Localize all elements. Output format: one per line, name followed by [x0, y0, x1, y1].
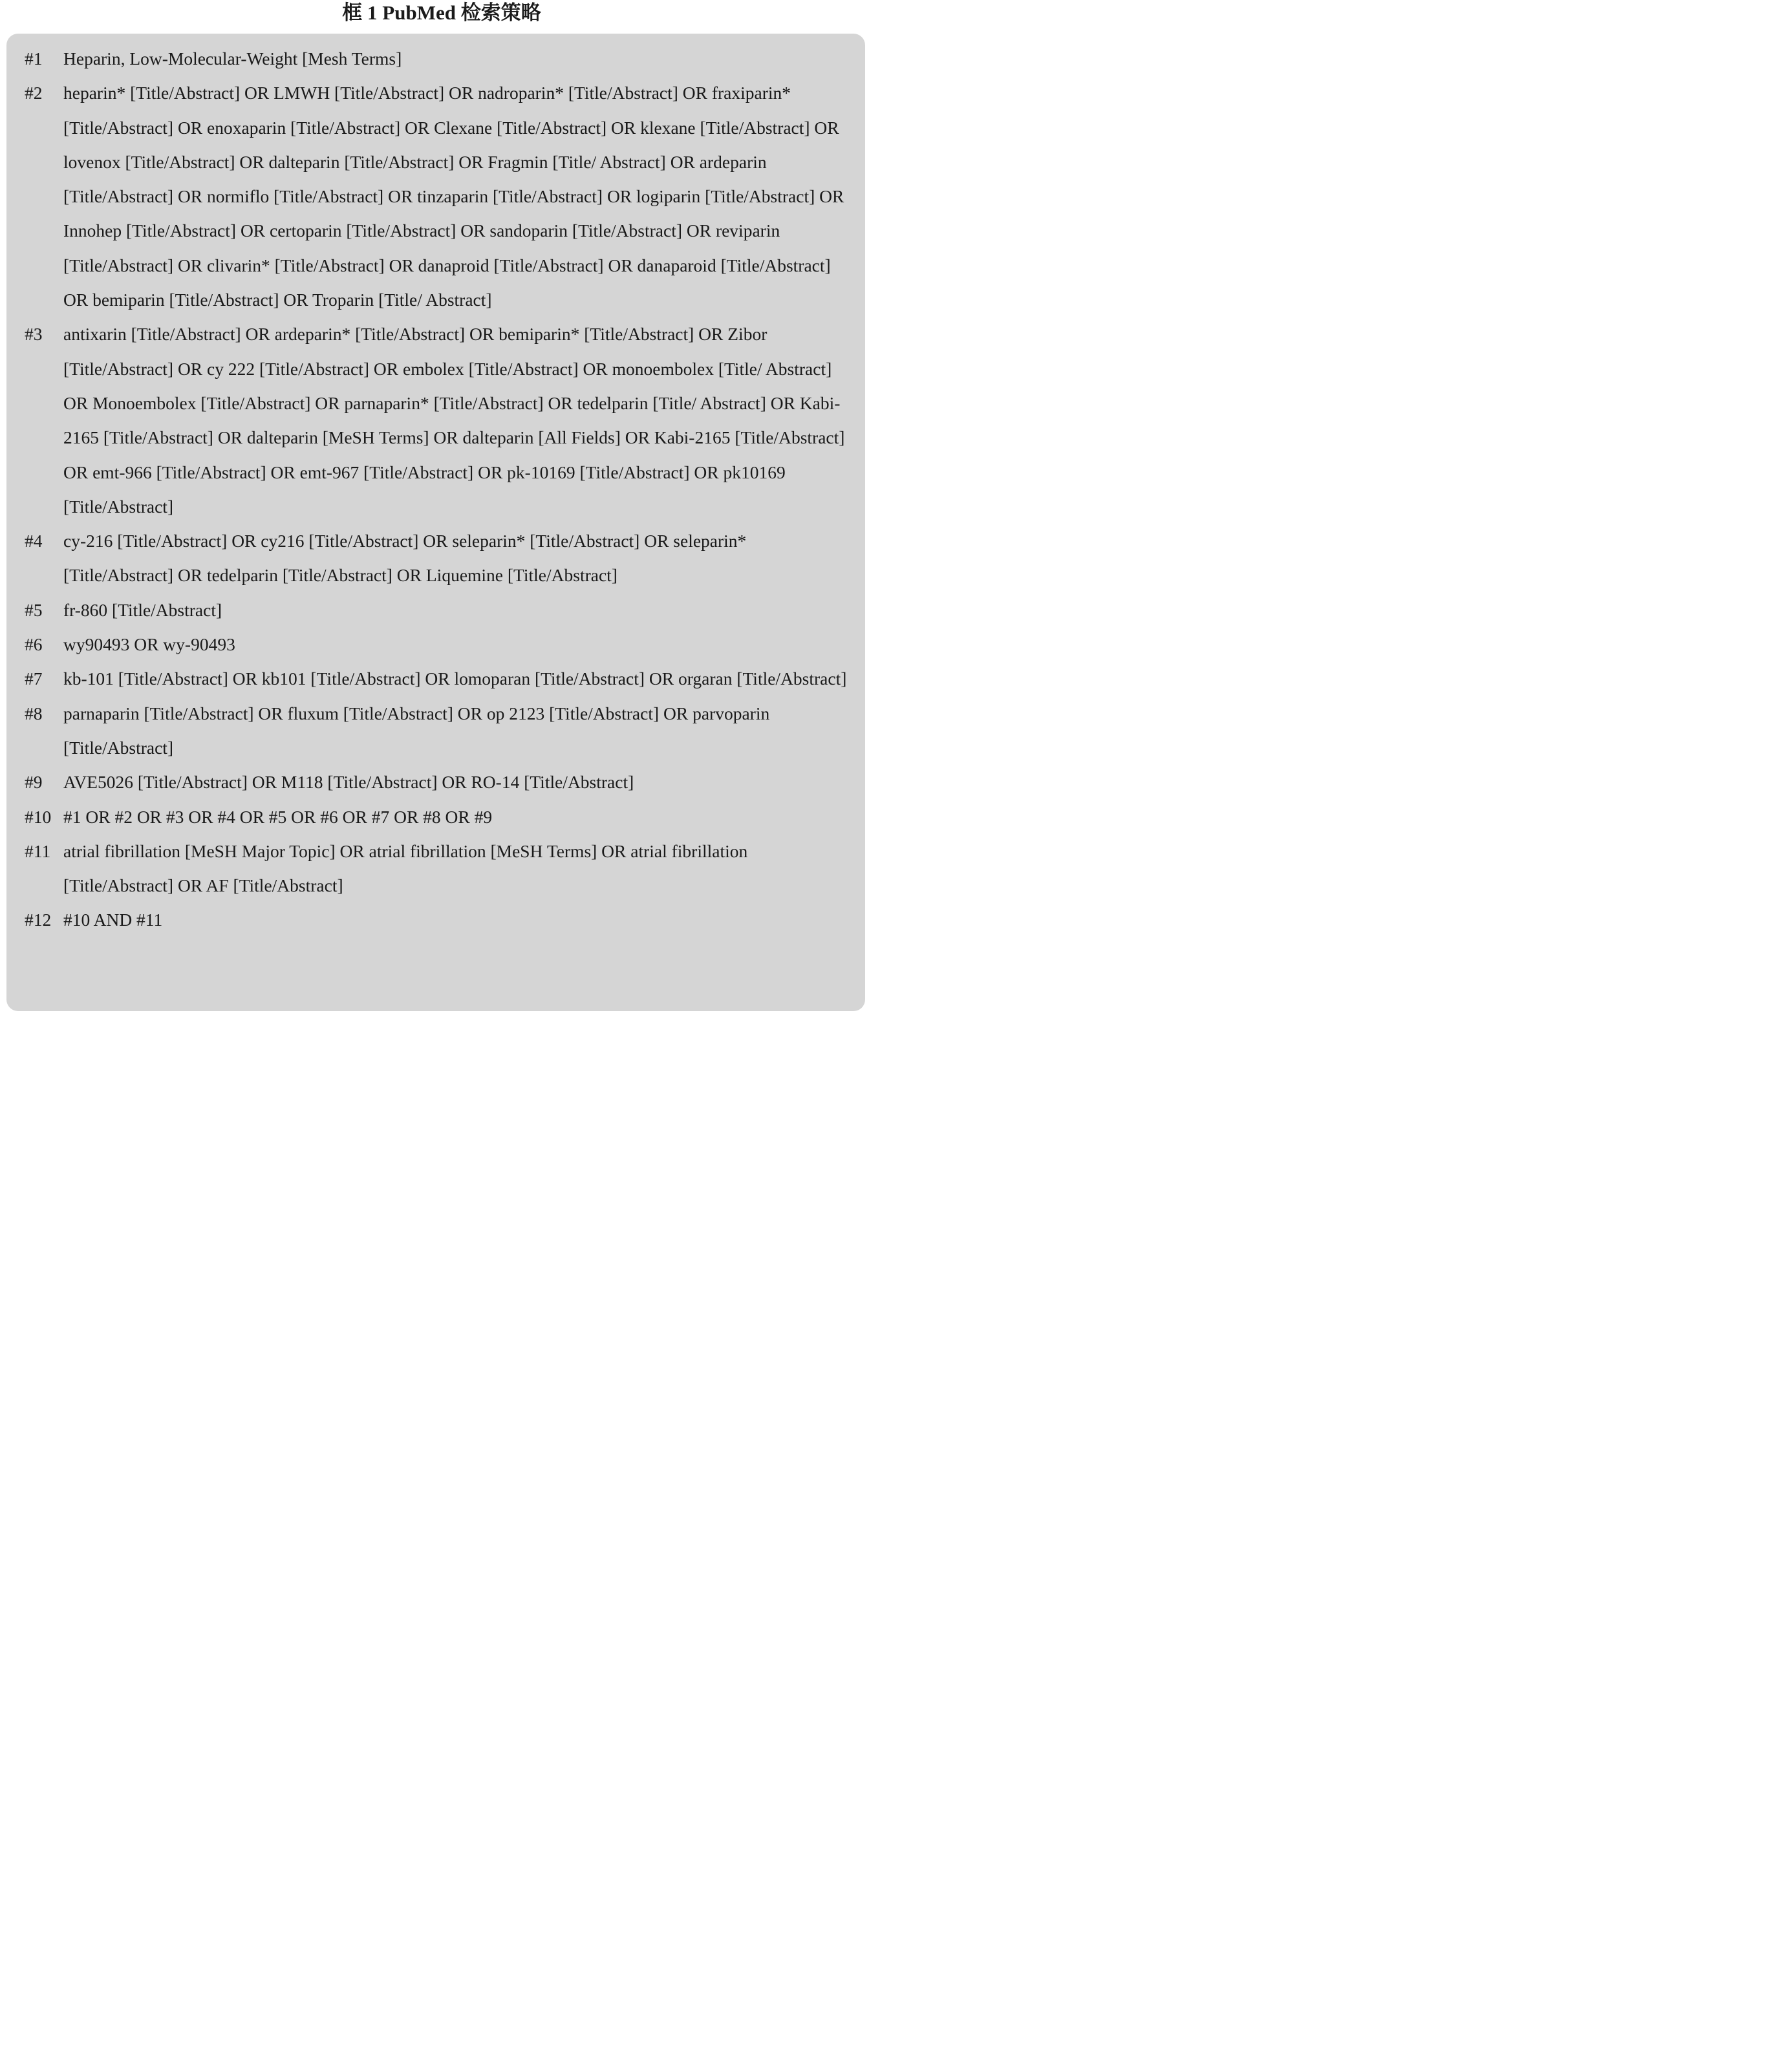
query-text: kb-101 [Title/Abstract] OR kb101 [Title/Abstract] OR lomoparan [Title/Abstract] OR orgaran [Title/Abstract]: [63, 668, 847, 689]
query-text: antixarin [Title/Abstract] OR ardeparin* [Title/Abstract] OR bemiparin* [Title/Abstract] OR Zibor [Title/Abstract] OR cy 222 [Title/Abstract] OR embolex [Title/Abstract] OR monoembolex [Title/ Abstract] OR Monoembolex [Title/Abstract] OR parnaparin* [Title/Abstract] OR tedelparin [Title/ Abstract] OR Kabi-2165 [Title/Abstract] OR dalteparin [MeSH Terms] OR dalteparin [All Fields] OR Kabi-2165 [Title/Abstract] OR emt-966 [Title/Abstract] OR emt-967 [Title/Abstract] OR pk-10169 [Title/Abstract] OR pk10169 [Title/Abstract]: [63, 324, 845, 517]
step-number: #8: [25, 703, 43, 723]
query-text: AVE5026 [Title/Abstract] OR M118 [Title/Abstract] OR RO-14 [Title/Abstract]: [63, 772, 634, 793]
strategy-row-9: [6, 765, 865, 799]
strategy-row-10: [6, 800, 865, 834]
step-number: #4: [25, 531, 43, 551]
query-text: Heparin, Low-Molecular-Weight [Mesh Terms]: [63, 48, 402, 69]
query-text: atrial fibrillation [MeSH Major Topic] OR atrial fibrillation [MeSH Terms] OR atrial fibrillation [Title/Abstract] OR AF [Title/Abstract]: [63, 840, 748, 896]
query-text: heparin* [Title/Abstract] OR LMWH [Title/Abstract] OR nadroparin* [Title/Abstract] OR fraxiparin* [Title/Abstract] OR enoxaparin [Title/Abstract] OR Clexane [Title/Abstract] OR klexane [Title/Abstract] OR lovenox [Title/Abstract] OR dalteparin [Title/Abstract] OR Fragmin [Title/ Abstract] OR ardeparin [Title/Abstract] OR normiflo [Title/Abstract] OR tinzaparin [Title/Abstract] OR logiparin [Title/Abstract] OR Innohep [Title/Abstract] OR certoparin [Title/Abstract] OR sandoparin [Title/Abstract] OR reviparin [Title/Abstract] OR clivarin* [Title/Abstract] OR danaproid [Title/Abstract] OR danaparoid [Title/Abstract] OR bemiparin [Title/Abstract] OR Troparin [Title/ Abstract]: [63, 83, 844, 310]
strategy-row-11: [6, 834, 865, 903]
query-text: cy-216 [Title/Abstract] OR cy216 [Title/Abstract] OR seleparin* [Title/Abstract] OR seleparin* [Title/Abstract] OR tedelparin [Title/Abstract] OR Liquemine [Title/Abstract]: [63, 531, 747, 586]
step-number: #9: [25, 772, 43, 793]
query-text: #10 AND #11: [63, 910, 163, 930]
query-text: wy90493 OR wy-90493: [63, 634, 235, 655]
strategy-row-2: [6, 76, 865, 317]
search-strategy-box: [6, 34, 865, 1011]
strategy-row-1: [6, 41, 865, 76]
step-number: #1: [25, 48, 43, 69]
box-title: 框 1 PubMed 检索策略: [342, 1, 541, 24]
step-number: #12: [25, 910, 52, 930]
step-number: #10: [25, 806, 52, 827]
strategy-row-5: [6, 593, 865, 627]
strategy-row-4: [6, 524, 865, 593]
step-number: #2: [25, 83, 43, 103]
query-text: parnaparin [Title/Abstract] OR fluxum [Title/Abstract] OR op 2123 [Title/Abstract] OR parvoparin [Title/Abstract]: [63, 703, 770, 758]
strategy-row-3: [6, 317, 865, 524]
step-number: #6: [25, 634, 43, 655]
strategy-row-6: [6, 627, 865, 661]
step-number: #7: [25, 668, 43, 689]
strategy-row-12: [6, 902, 865, 937]
strategy-row-7: [6, 661, 865, 696]
query-text: fr-860 [Title/Abstract]: [63, 599, 222, 620]
strategy-row-8: [6, 696, 865, 765]
step-number: #3: [25, 324, 43, 345]
step-number: #11: [25, 840, 51, 861]
step-number: #5: [25, 599, 43, 620]
query-text: #1 OR #2 OR #3 OR #4 OR #5 OR #6 OR #7 OR #8 OR #9: [63, 806, 493, 827]
